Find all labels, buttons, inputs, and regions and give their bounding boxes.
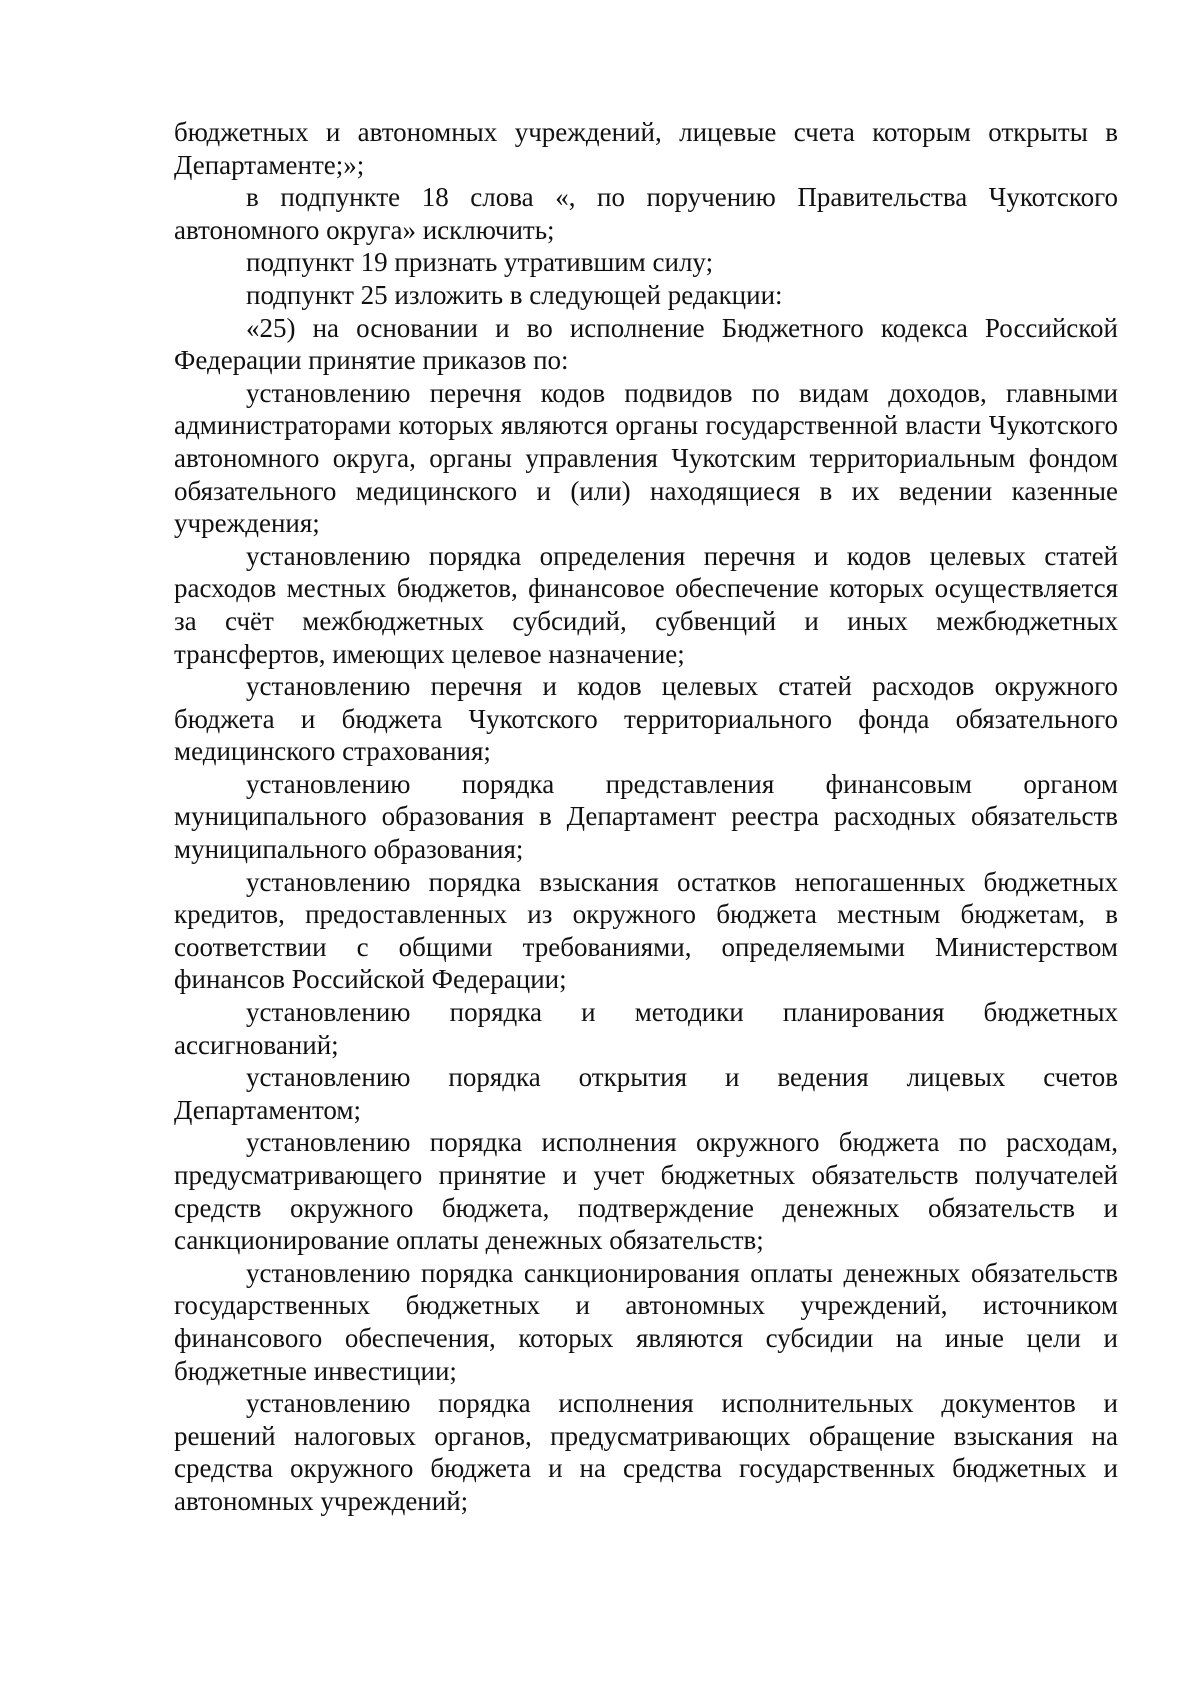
- paragraph-list-item: установлению порядка исполнения окружного бюджета по расходам, предусматривающего принятие и учет бюджетных обязательств получателей средств окружного бюджета, подтверждение денежных обязательств и санкционирование оплаты денежных обязательств;: [174, 1127, 1118, 1256]
- paragraph-list-item: установлению порядка взыскания остатков непогашенных бюджетных кредитов, предоставленных из окружного бюджета местным бюджетам, в соответствии с общими требованиями, определяемыми Министерством финансов Российской Федерации;: [174, 866, 1118, 995]
- document-body: [174, 116, 1118, 1518]
- paragraph-list-item: установлению порядка санкционирования оплаты денежных обязательств государственных бюджетных и автономных учреждений, источником финансового обеспечения, которых являются субсидии на иные цели и бюджетные инвестиции;: [174, 1257, 1118, 1386]
- paragraph-list-item: установлению порядка открытия и ведения лицевых счетов Департаментом;: [174, 1062, 1118, 1125]
- paragraph-continuation: бюджетных и автономных учреждений, лицевые счета которым открыты в Департаменте;»;: [174, 117, 1118, 180]
- paragraph-list-item: установлению перечня и кодов целевых статей расходов окружного бюджета и бюджета Чукотского территориального фонда обязательного медицинского страхования;: [174, 671, 1118, 767]
- paragraph-subclause-25-text: «25) на основании и во исполнение Бюджетного кодекса Российской Федерации принятие приказов по:: [174, 312, 1118, 376]
- paragraph-list-item: установлению порядка определения перечня и кодов целевых статей расходов местных бюджетов, финансовое обеспечение которых осуществляется за счёт межбюджетных субсидий, субвенций и иных межбюджетных трансфертов, имеющих целевое назначение;: [174, 540, 1118, 669]
- paragraph-subclause-19: подпункт 19 признать утратившим силу;: [246, 247, 714, 278]
- paragraph-list-item: установлению перечня кодов подвидов по видам доходов, главными администраторами которых являются органы государственной власти Чукотского автономного округа, органы управления Чукотским территориальным фондом обязательного медицинского и (или) находящиеся в их ведении казенные учреждения;: [174, 377, 1118, 539]
- paragraph-subclause-18: в подпункте 18 слова «, по поручению Правительства Чукотского автономного округа» исключить;: [174, 182, 1118, 245]
- paragraph-subclause-25-intro: подпункт 25 изложить в следующей редакции:: [246, 279, 783, 310]
- paragraph-list-item: установлению порядка представления финансовым органом муниципального образования в Департамент реестра расходных обязательств муниципального образования;: [174, 768, 1118, 865]
- paragraph-list-item: установлению порядка исполнения исполнительных документов и решений налоговых органов, предусматривающих обращение взыскания на средства окружного бюджета и на средства государственных бюджетных и автономных учреждений;: [174, 1388, 1118, 1516]
- paragraph-list-item: установлению порядка и методики планирования бюджетных ассигнований;: [174, 997, 1118, 1060]
